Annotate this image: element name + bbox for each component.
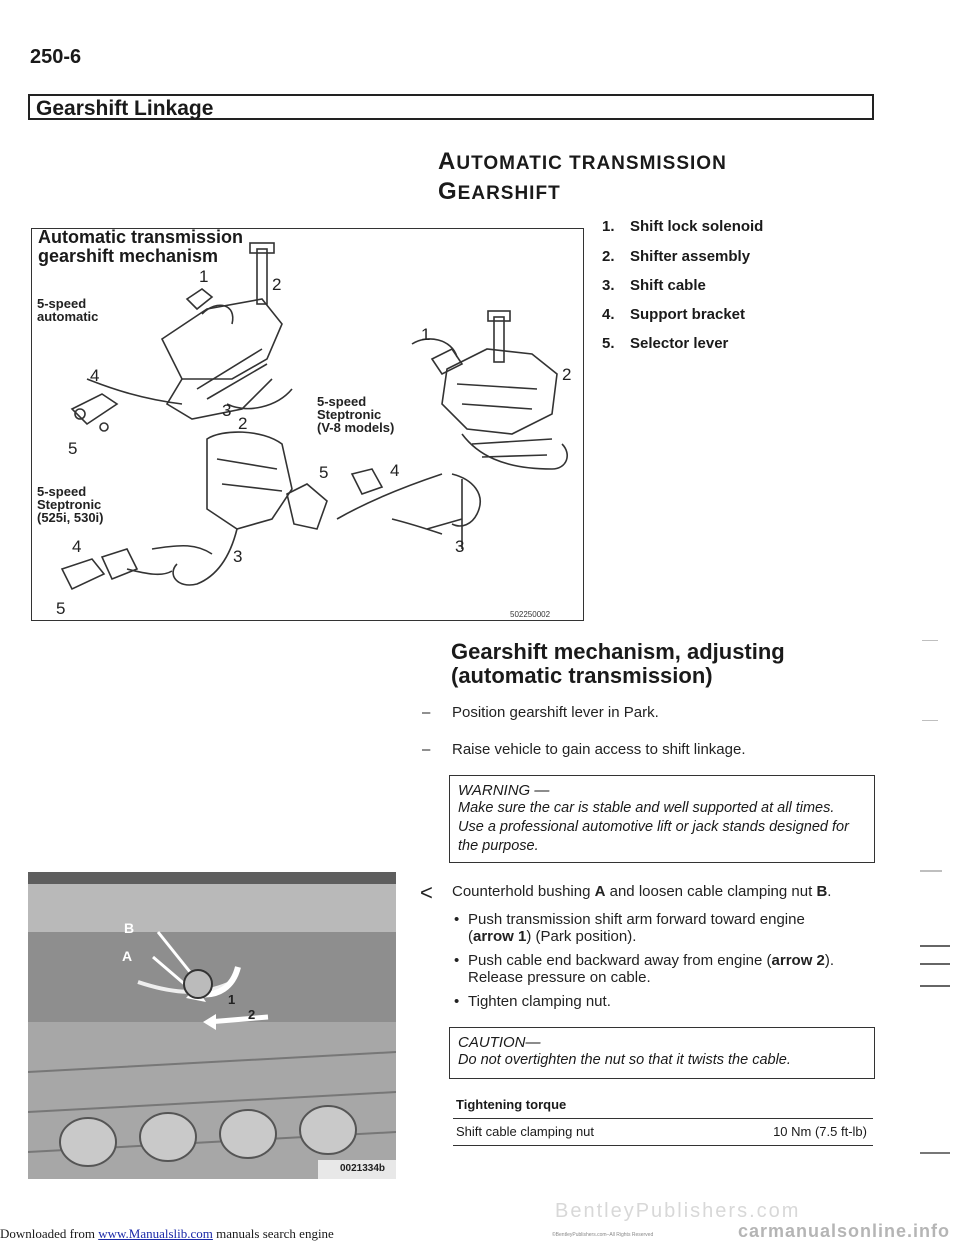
watermark: BentleyPublishers.com (555, 1200, 801, 1222)
bullet-2: • Push cable end backward away from engine (arrow 2). Release pressure on cable. (454, 952, 835, 986)
procedure-heading (451, 640, 785, 688)
section-title: Gearshift Linkage (36, 97, 214, 120)
label-b-l2: Steptronic (317, 407, 382, 422)
label-c-l2: Steptronic (37, 497, 102, 512)
heading-l2-rest: EARSHIFT (457, 183, 561, 204)
warning-box (449, 775, 875, 863)
figure-caption-l1: Automatic transmission (38, 227, 244, 247)
photo-code: 0021334b (340, 1163, 386, 1174)
left-arrow-icon: < (420, 880, 433, 905)
mechanism-drawing (32, 229, 585, 622)
heading-l1-rest: UTOMATIC TRANSMISSION (456, 153, 727, 174)
callout-9: 5 (319, 463, 329, 482)
torque-table (453, 1118, 873, 1146)
warning-l1: Make sure the car is stable and well supported at all times. (458, 800, 835, 816)
mechanism-figure (31, 228, 584, 621)
callout-8: 2 (562, 365, 572, 384)
warning-title: WARNING — (458, 782, 550, 799)
caution-title: CAUTION— (458, 1034, 541, 1051)
callout-5: 3 (222, 401, 232, 420)
scan-mark (922, 720, 938, 721)
label-a-l1: 5-speed (37, 296, 87, 311)
heading-l2-lead: G (438, 178, 458, 205)
bullet-3: • Tighten clamping nut. (454, 993, 611, 1010)
callout-4: 5 (68, 439, 78, 458)
heading-l1-lead: A (438, 148, 457, 175)
photo-transmission-linkage (28, 872, 396, 1179)
torque-value: 10 Nm (7.5 ft-lb) (773, 1124, 867, 1139)
legend-item: 5. Selector lever (602, 335, 729, 352)
callout-3: 4 (90, 366, 100, 385)
callout-6: 2 (238, 414, 248, 433)
figure-caption (38, 228, 243, 266)
callout-1: 1 (199, 267, 209, 286)
label-a-l2: automatic (37, 309, 99, 324)
torque-item: Shift cable clamping nut (456, 1124, 595, 1139)
procedure-heading-l2: (automatic transmission) (451, 663, 713, 688)
torque-title: Tightening torque (456, 1097, 567, 1112)
callout-13: 5 (56, 599, 66, 618)
warning-l2: Use a professional automotive lift or jack stands designed for (458, 819, 849, 835)
copyright: ©BentleyPublishers.com–All Rights Reserved (552, 1232, 654, 1238)
legend-item: 3. Shift cable (602, 277, 706, 294)
scan-mark (922, 640, 938, 641)
label-b-l3: (V-8 models) (317, 420, 395, 435)
callout-11: 3 (455, 537, 465, 556)
torque-row (453, 1119, 873, 1145)
scan-mark (920, 870, 942, 872)
footer-site-mark: carmanualsonline.info (738, 1221, 951, 1241)
warning-l3: the purpose. (458, 838, 539, 854)
callout-12: 4 (72, 537, 82, 556)
legend-item: 1. Shift lock solenoid (602, 218, 764, 235)
photo-label-b: B (124, 920, 135, 936)
photo-label-a: A (122, 948, 133, 964)
procedure-heading-l1: Gearshift mechanism, adjusting (451, 639, 785, 664)
caution-text: Do not overtighten the nut so that it twists the cable. (458, 1052, 791, 1068)
label-c-l3: (525i, 530i) (37, 510, 104, 525)
photo-drawing (28, 872, 396, 1179)
bullet-1: • Push transmission shift arm forward toward engine (arrow 1) (Park position). (454, 911, 805, 945)
step-2: – Raise vehicle to gain access to shift linkage. (422, 741, 746, 758)
legend-item: 4. Support bracket (602, 306, 746, 323)
main-heading (438, 148, 727, 208)
photo-arrow-2: 2 (248, 1007, 256, 1022)
manualslib-link[interactable]: www.Manualslib.com (98, 1226, 213, 1241)
photo-arrow-1: 1 (228, 992, 236, 1007)
callout-10: 4 (390, 461, 400, 480)
label-b-l1: 5-speed (317, 394, 367, 409)
callout-2: 2 (272, 275, 282, 294)
callout-14: 3 (233, 547, 243, 566)
footer-download-note: Downloaded from www.Manualslib.com manuals search engine (0, 1226, 334, 1241)
step-3: < Counterhold bushing A and loosen cable clamping nut B. (420, 880, 832, 905)
scan-mark (920, 945, 950, 947)
legend-item: 2. Shifter assembly (602, 248, 751, 265)
scan-mark (920, 985, 950, 987)
figure-code: 502250002 (510, 610, 551, 619)
figure-caption-l2: gearshift mechanism (38, 246, 219, 266)
caution-box (449, 1027, 875, 1079)
scan-mark (920, 1152, 950, 1154)
page-number: 250-6 (30, 46, 82, 68)
scan-mark (920, 963, 950, 965)
label-c-l1: 5-speed (37, 484, 87, 499)
step-1: – Position gearshift lever in Park. (422, 704, 659, 721)
callout-7: 1 (421, 325, 431, 344)
